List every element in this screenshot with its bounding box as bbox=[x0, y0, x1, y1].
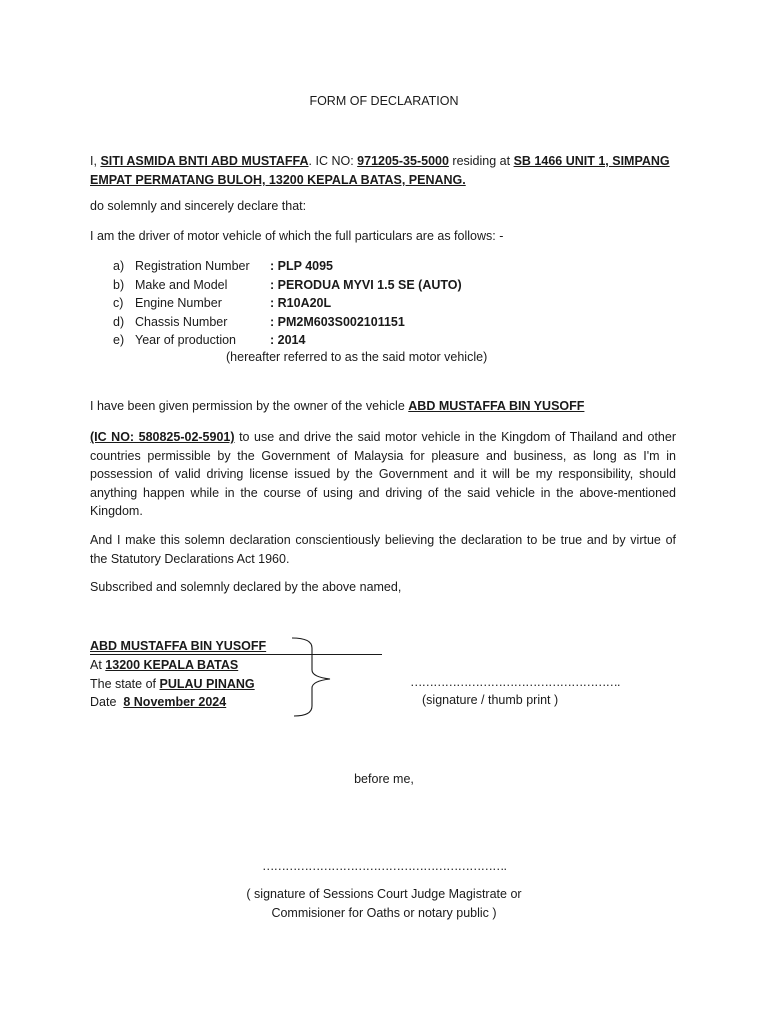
date-label: Date bbox=[90, 695, 117, 709]
intro-line-1 bbox=[90, 152, 670, 171]
state-value: PULAU PINANG bbox=[159, 677, 255, 691]
subscribed-line: Subscribed and solemnly declared by the above named, bbox=[90, 580, 402, 594]
magistrate-caption-1: ( signature of Sessions Court Judge Magistrate or bbox=[246, 887, 522, 901]
item-letter: b) bbox=[113, 278, 125, 292]
signer-name-row bbox=[90, 637, 382, 655]
signature-dots: ………………………………………………. bbox=[410, 675, 620, 689]
hereafter-note: (hereafter referred to as the said motor vehicle) bbox=[226, 350, 488, 364]
owner-name: ABD MUSTAFFA BIN YUSOFF bbox=[408, 399, 585, 413]
at-row bbox=[90, 656, 238, 675]
brace-icon bbox=[288, 634, 338, 720]
before-me: before me, bbox=[354, 772, 414, 786]
intro-line-2 bbox=[90, 171, 466, 190]
declarant-ic: 971205-35-5000 bbox=[357, 154, 449, 168]
ic-label: . IC NO: bbox=[308, 154, 354, 168]
item-value: : PLP 4095 bbox=[270, 259, 334, 273]
at-label: At bbox=[90, 658, 102, 672]
driver-statement: I am the driver of motor vehicle of which the full particulars are as follows: - bbox=[90, 229, 504, 243]
state-row bbox=[90, 675, 255, 694]
magistrate-signature-dots: ………………………………………………………. bbox=[262, 859, 506, 873]
permission-body bbox=[90, 428, 676, 521]
item-value: : R10A20L bbox=[270, 296, 332, 310]
conscientious-statement: And I make this solemn declaration conscientiously believing the declaration to be true and by virtue of the Statutory Declarations Act 1960. bbox=[90, 533, 676, 566]
date-row bbox=[90, 693, 226, 712]
at-value: 13200 KEPALA BATAS bbox=[105, 658, 239, 672]
permission-prefix: I have been given permission by the owner of the vehicle bbox=[90, 399, 405, 413]
signature-caption: (signature / thumb print ) bbox=[422, 693, 559, 707]
state-label: The state of bbox=[90, 677, 157, 691]
signer-name: ABD MUSTAFFA BIN YUSOFF bbox=[90, 639, 267, 653]
item-value: : PM2M603S002101151 bbox=[270, 315, 405, 329]
form-title: FORM OF DECLARATION bbox=[309, 94, 459, 108]
item-label: Registration Number bbox=[135, 259, 250, 273]
date-value: 8 November 2024 bbox=[123, 695, 227, 709]
residing-text: residing at bbox=[452, 154, 511, 168]
permission-body-text: to use and drive the said motor vehicle in the Kingdom of Thailand and other countries permissible by the Government of Malaysia for pleasure and business, as long as I'm in possession of valid driving license issued by the Government and it will be my responsibility, should anything happen while in the course of using and driving of the said vehicle in the above-mentioned Kingdom. bbox=[90, 430, 676, 519]
item-label: Chassis Number bbox=[135, 315, 228, 329]
permission-line-1 bbox=[90, 399, 584, 413]
item-label: Year of production bbox=[135, 333, 237, 347]
intro-prefix: I, bbox=[90, 154, 97, 168]
owner-ic: (IC NO: 580825-02-5901) bbox=[90, 430, 235, 444]
item-letter: a) bbox=[113, 259, 125, 273]
item-value: : PERODUA MYVI 1.5 SE (AUTO) bbox=[270, 278, 462, 292]
address-line-2: EMPAT PERMATANG BULOH, 13200 KEPALA BATAS, PENANG. bbox=[90, 173, 466, 187]
solemnly-declare: do solemnly and sincerely declare that: bbox=[90, 199, 307, 213]
item-letter: c) bbox=[113, 296, 124, 310]
item-label: Make and Model bbox=[135, 278, 228, 292]
address-line-1: SB 1466 UNIT 1, SIMPANG bbox=[513, 154, 670, 168]
item-label: Engine Number bbox=[135, 296, 222, 310]
item-letter: d) bbox=[113, 315, 125, 329]
magistrate-caption-2: Commisioner for Oaths or notary public ) bbox=[271, 906, 497, 920]
declarant-name: SITI ASMIDA BNTI ABD MUSTAFFA bbox=[100, 154, 309, 168]
item-value: : 2014 bbox=[270, 333, 306, 347]
item-letter: e) bbox=[113, 333, 125, 347]
